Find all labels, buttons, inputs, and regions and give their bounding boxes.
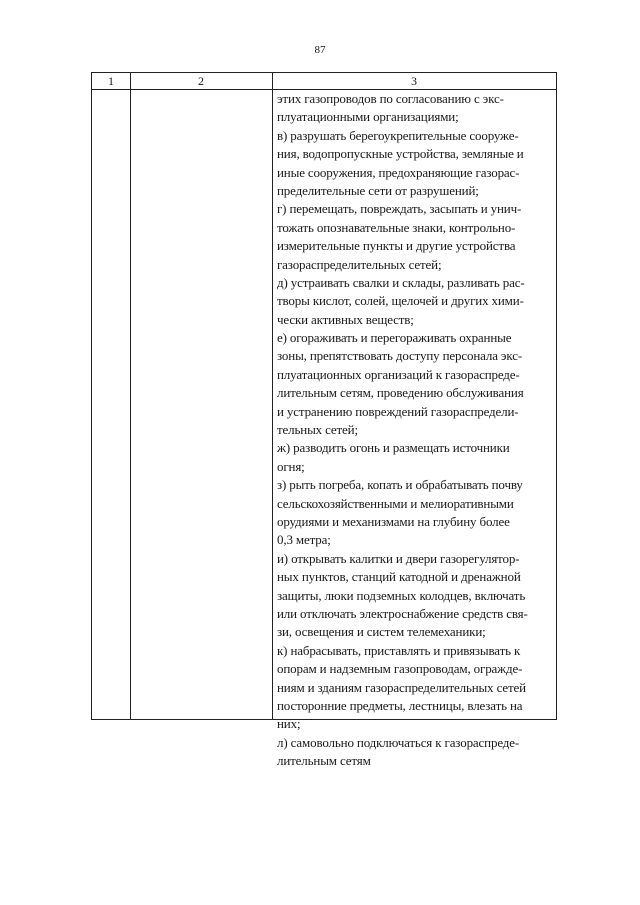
text-line: измерительные пункты и другие устройства (277, 238, 516, 254)
text-line: к) набрасывать, приставлять и привязывать к (277, 642, 521, 658)
text-line: г) перемещать, повреждать, засыпать и унич- (277, 201, 522, 217)
text-line: опорам и надземным газопроводам, огражде- (277, 661, 523, 677)
text-line: или отключать электроснабжение средств свя- (277, 605, 528, 621)
text-line: пределительные сети от разрушений; (277, 182, 479, 198)
text-line: л) самовольно подключаться к газораспреде- (277, 734, 520, 750)
text-line: чески активных веществ; (277, 311, 414, 327)
text-line: е) огораживать и перегораживать охранные (277, 330, 512, 346)
text-line: сельскохозяйственными и мелиоративными (277, 495, 514, 511)
text-line: ж) разводить огонь и размещать источники (277, 440, 510, 456)
column-divider-1 (130, 73, 131, 719)
text-line: орудиями и механизмами на глубину более (277, 513, 510, 529)
column-3-text (277, 90, 555, 770)
text-line: зи, освещения и систем телемеханики; (277, 624, 486, 640)
text-line: ния, водопропускные устройства, земляные и (277, 146, 524, 162)
column-divider-2 (272, 73, 273, 719)
text-line: них; (277, 716, 301, 732)
text-line: творы кислот, солей, щелочей и других хими- (277, 293, 524, 309)
text-line: огня; (277, 458, 305, 474)
text-line: лительным сетям (277, 753, 371, 769)
text-line: тожать опознавательные знаки, контрольно- (277, 219, 516, 235)
column-header-3: 3 (411, 74, 417, 88)
text-line: ниям и зданиям газораспределительных сетей (277, 679, 526, 695)
text-line: тельных сетей; (277, 422, 358, 438)
text-line: плуатационных организаций к газораспреде- (277, 366, 520, 382)
text-line: и) открывать калитки и двери газорегулятор- (277, 550, 520, 566)
text-line: зоны, препятствовать доступу персонала экс- (277, 348, 523, 364)
column-header-2: 2 (198, 74, 204, 88)
text-line: посторонние предметы, лестницы, влезать на (277, 697, 523, 713)
text-line: плуатационными организациями; (277, 109, 459, 125)
text-line: иные сооружения, предохраняющие газорас- (277, 164, 520, 180)
text-line: в) разрушать берегоукрепительные сооруже- (277, 127, 519, 143)
column-header-1: 1 (108, 74, 114, 88)
text-line: и устранению повреждений газораспредели- (277, 403, 519, 419)
text-line: газораспределительных сетей; (277, 256, 442, 272)
text-line: д) устраивать свалки и склады, разливать рас- (277, 274, 525, 290)
text-line: защиты, люки подземных колодцев, включать (277, 587, 526, 603)
text-line: ных пунктов, станций катодной и дренажной (277, 569, 521, 585)
text-line: 0,3 метра; (277, 532, 331, 548)
page-number: 87 (314, 44, 326, 56)
text-line: лительным сетям, проведению обслуживания (277, 385, 524, 401)
text-line: з) рыть погреба, копать и обрабатывать почву (277, 477, 523, 493)
text-line: этих газопроводов по согласованию с экс- (277, 91, 504, 106)
regulation-table (91, 72, 557, 769)
